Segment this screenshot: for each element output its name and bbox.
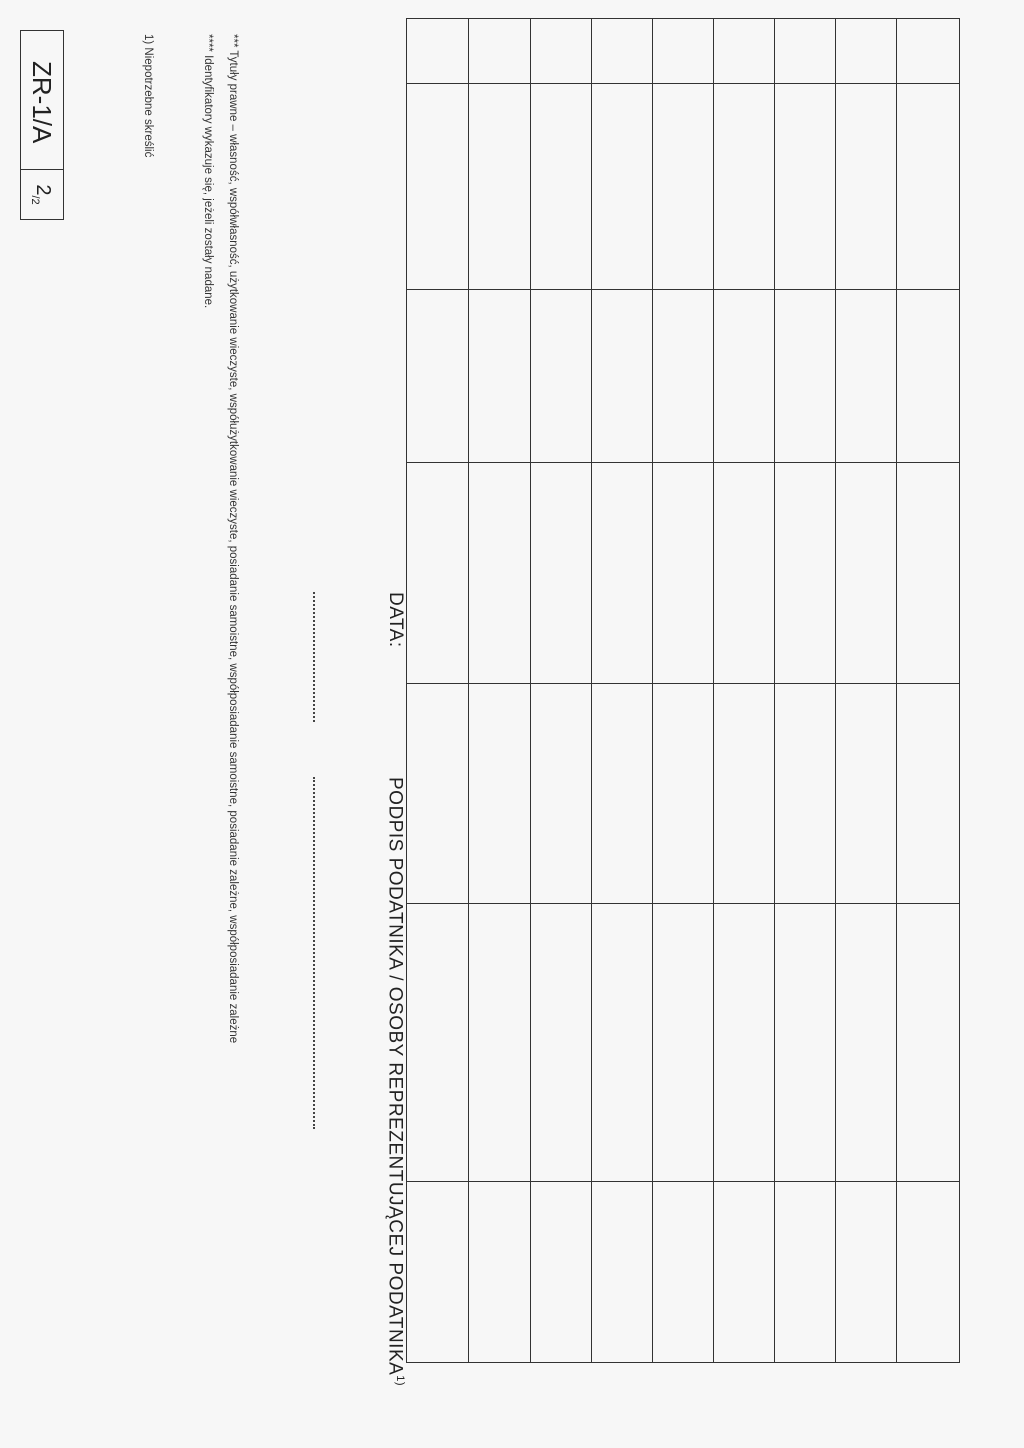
legal-titles-note: *** Tytuły prawne – własność, współwłasność, użytkowanie wieczyste, współużytkowanie wieczyste, posiadanie samoistne, współposiadanie samoistne, posiadanie zależne, współposiadanie zależne <box>227 34 239 1044</box>
signature-dotted-line <box>313 777 315 1129</box>
date-label: DATA: <box>385 592 406 648</box>
table-row-divider <box>835 19 836 1362</box>
table-row-divider <box>591 19 592 1362</box>
table-column-divider <box>407 1181 959 1182</box>
table-column-divider <box>407 462 959 463</box>
table-row-divider <box>468 19 469 1362</box>
table-row-divider <box>652 19 653 1362</box>
table-column-divider <box>407 289 959 290</box>
table-column-divider <box>407 903 959 904</box>
empty-form-table <box>406 18 960 1363</box>
table-row-divider <box>530 19 531 1362</box>
table-column-divider <box>407 683 959 684</box>
footnote: 1) Niepotrzebne skreślić <box>142 34 154 158</box>
identifiers-note: **** Identyfikatory wykazuje się, jeżeli zostały nadane. <box>202 34 214 309</box>
table-row-divider <box>896 19 897 1362</box>
form-code-box <box>20 30 64 220</box>
form-code: ZR-1/A <box>21 31 63 170</box>
table-column-divider <box>407 83 959 84</box>
table-row-divider <box>774 19 775 1362</box>
date-dotted-line <box>313 592 315 722</box>
table-row-divider <box>713 19 714 1362</box>
page-number: $2_{/2}$ <box>29 184 55 205</box>
signature-label: PODPIS PODATNIKA / OSOBY REPREZENTUJĄCEJ PODATNIKA$^{1)}$ <box>384 777 406 1387</box>
